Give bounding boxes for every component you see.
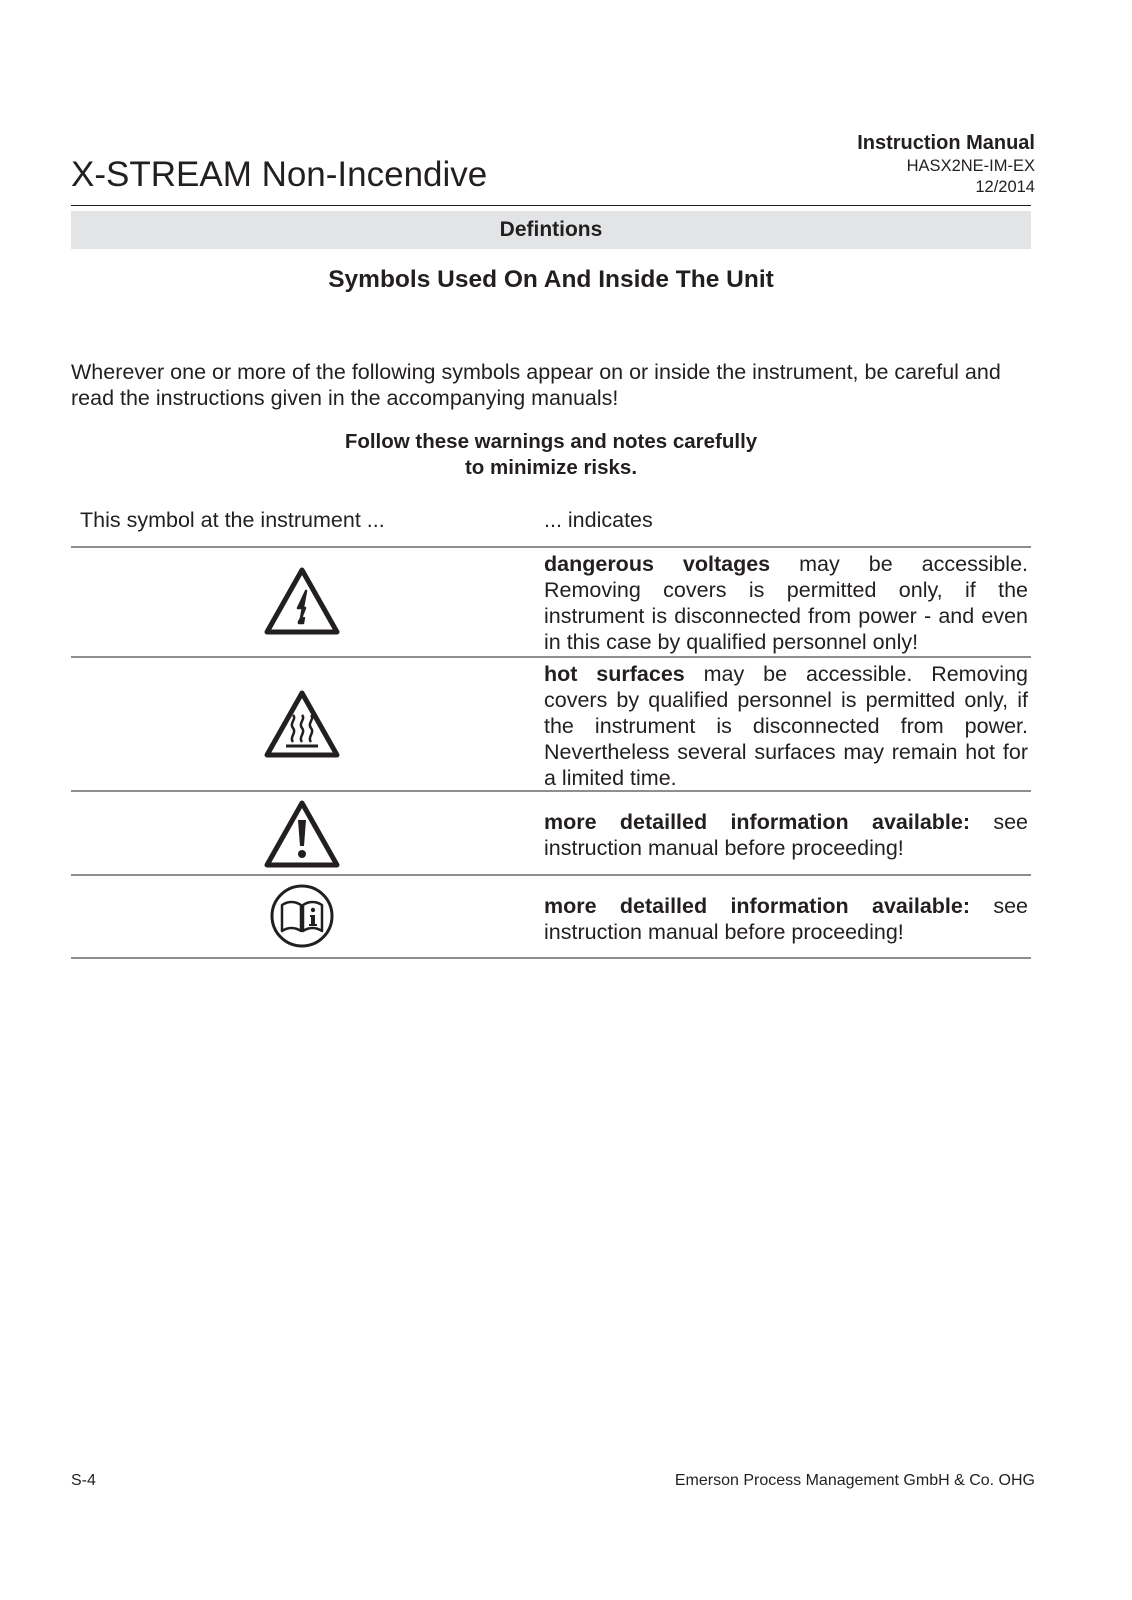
column-header-symbol: This symbol at the instrument ... [80, 508, 385, 532]
warning-line-2: to minimize risks. [464, 456, 638, 479]
document-title: X-STREAM Non-Incendive [71, 155, 488, 194]
header-info [857, 130, 1035, 198]
description-text: see instruction manual before proceeding! [544, 810, 1029, 860]
section-band: Defintions [71, 211, 1031, 249]
description-keyword: more detailled information available: [544, 810, 971, 834]
document-date: 12/2014 [975, 178, 1035, 196]
column-header-indicates: ... indicates [544, 508, 653, 532]
page-heading: Symbols Used On And Inside The Unit [328, 266, 774, 293]
general-warning-icon [262, 798, 342, 870]
description-text: may be accessible. Removing covers by qualified personnel is permitted only, if the instrument is disconnected from power. Nevertheless several surfaces may remain hot for a limited time. [544, 662, 1028, 790]
list-item [544, 809, 1028, 861]
hot-surface-warning-icon [262, 688, 342, 760]
company-name: Emerson Process Management GmbH & Co. OHG [674, 1472, 1035, 1489]
description-keyword: more detailled information available: [544, 894, 971, 918]
table-rule [71, 656, 1031, 658]
description-text: see instruction manual before proceeding! [544, 894, 1029, 944]
document-number: HASX2NE-IM-EX [906, 157, 1035, 175]
table-rule [71, 874, 1031, 876]
table-rule [71, 546, 1031, 548]
page-number: S-4 [71, 1472, 96, 1489]
list-item [544, 893, 1028, 945]
description-keyword: hot surfaces [544, 662, 685, 686]
electric-shock-warning-icon [262, 565, 342, 637]
manual-label: Instruction Manual [857, 132, 1035, 154]
description-keyword: dangerous voltages [544, 552, 771, 576]
header-divider [71, 205, 1031, 206]
list-item [544, 551, 1028, 655]
description-text: may be accessible. Removing covers is permitted only, if the instrument is disconnected from power - and even in this case by qualified personnel only! [544, 552, 1029, 654]
warning-note [71, 429, 1031, 481]
list-item [544, 661, 1028, 791]
table-rule [71, 957, 1031, 959]
intro-paragraph: Wherever one or more of the following symbols appear on or inside the instrument, be careful and read the instructions given in the accompanying manuals! [71, 360, 1001, 410]
warning-line-1: Follow these warnings and notes carefully [344, 430, 758, 453]
read-manual-icon [262, 883, 342, 949]
